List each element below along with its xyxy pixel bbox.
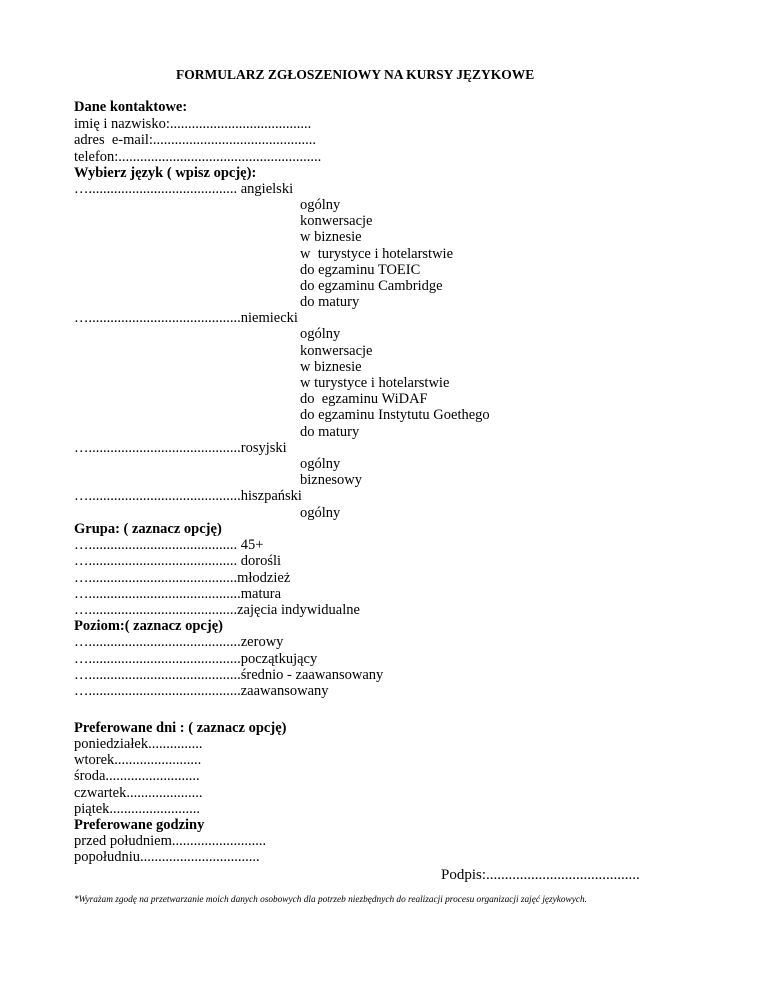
group-option-field[interactable]: ….........................................zajęcia indywidualne	[74, 602, 360, 618]
email-field[interactable]: adres e-mail:.............................................	[74, 132, 317, 148]
name-field[interactable]: imię i nazwisko:.......................................	[74, 116, 312, 132]
level-heading: Poziom:( zaznacz opcję)	[74, 618, 223, 634]
level-option-field[interactable]: …..........................................średnio - zaawansowany	[74, 667, 384, 683]
language-english-field[interactable]: …......................................... angielski	[74, 181, 294, 197]
day-option-field[interactable]: wtorek........................	[74, 752, 202, 768]
days-heading: Preferowane dni : ( zaznacz opcję)	[74, 720, 287, 736]
group-option-field[interactable]: …......................................... 45+	[74, 537, 264, 553]
group-option-field[interactable]: …......................................... dorośli	[74, 553, 282, 569]
day-option-field[interactable]: czwartek.....................	[74, 785, 203, 801]
level-option-field[interactable]: …..........................................zerowy	[74, 634, 284, 650]
level-option-field[interactable]: …..........................................początkujący	[74, 651, 318, 667]
hour-option-field[interactable]: popołudniu.................................	[74, 849, 260, 865]
russian-option: biznesowy	[300, 472, 363, 488]
german-option: w turystyce i hotelarstwie	[300, 375, 450, 391]
language-german-field[interactable]: …..........................................niemiecki	[74, 310, 298, 326]
day-option-field[interactable]: środa..........................	[74, 768, 200, 784]
german-option: ogólny	[300, 326, 341, 342]
day-option-field[interactable]: poniedziałek...............	[74, 736, 203, 752]
language-heading: Wybierz język ( wpisz opcję):	[74, 165, 257, 181]
group-option-field[interactable]: …..........................................matura	[74, 586, 282, 602]
language-spanish-field[interactable]: …..........................................hiszpański	[74, 488, 302, 504]
english-option: do matury	[300, 294, 360, 310]
russian-option: ogólny	[300, 456, 341, 472]
phone-field[interactable]: telefon:........................................................	[74, 149, 322, 165]
hour-option-field[interactable]: przed południem..........................	[74, 833, 267, 849]
english-option: do egzaminu Cambridge	[300, 278, 443, 294]
german-option: konwersacje	[300, 343, 373, 359]
english-option: konwersacje	[300, 213, 373, 229]
consent-footnote: *Wyrażam zgodę na przetwarzanie moich danych osobowych dla potrzeb niezbędnych do realizacji procesu organizacji zajęć językowych.	[74, 895, 587, 905]
group-heading: Grupa: ( zaznacz opcję)	[74, 521, 222, 537]
german-option: do egzaminu Instytutu Goethego	[300, 407, 490, 423]
english-option: ogólny	[300, 197, 341, 213]
level-option-field[interactable]: …..........................................zaawansowany	[74, 683, 329, 699]
group-option-field[interactable]: ….........................................młodzież	[74, 570, 291, 586]
english-option: w turystyce i hotelarstwie	[300, 246, 454, 262]
german-option: w biznesie	[300, 359, 362, 375]
day-option-field[interactable]: piątek.........................	[74, 801, 201, 817]
language-russian-field[interactable]: …..........................................rosyjski	[74, 440, 287, 456]
english-option: w biznesie	[300, 229, 362, 245]
contact-heading: Dane kontaktowe:	[74, 99, 188, 115]
signature-field[interactable]: Podpis:.........................................	[441, 867, 640, 883]
german-option: do matury	[300, 424, 360, 440]
spanish-option: ogólny	[300, 505, 341, 521]
english-option: do egzaminu TOEIC	[300, 262, 421, 278]
hours-heading: Preferowane godziny	[74, 817, 205, 833]
german-option: do egzaminu WiDAF	[300, 391, 428, 407]
form-title: FORMULARZ ZGŁOSZENIOWY NA KURSY JĘZYKOWE	[176, 67, 535, 82]
